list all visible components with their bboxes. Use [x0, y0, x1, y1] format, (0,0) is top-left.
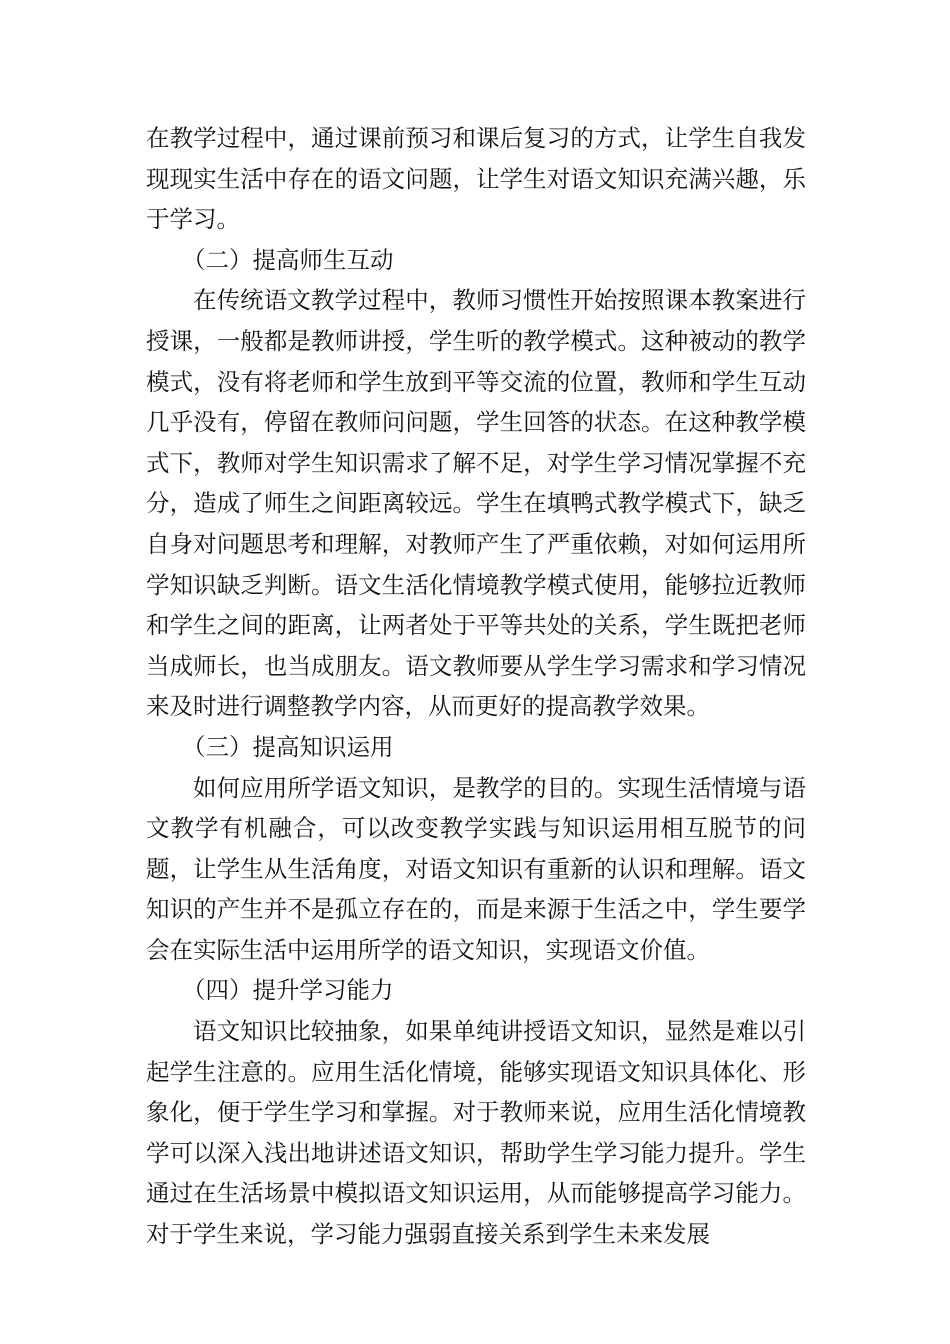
paragraph-continued: 在教学过程中，通过课前预习和课后复习的方式，让学生自我发现现实生活中存在的语文问题，让学生对语文知识充满兴趣，乐于学习。 [146, 124, 806, 234]
section-heading-knowledge-application: （三）提高知识运用 [182, 732, 394, 761]
document-body [146, 118, 806, 1255]
paragraph-interaction: 在传统语文教学过程中，教师习惯性开始按照课本教案进行授课，一般都是教师讲授，学生听的教学模式。这种被动的教学模式，没有将老师和学生放到平等交流的位置，教师和学生互动几乎没有，停留在教师问问题，学生回答的状态。在这种教学模式下，教师对学生知识需求了解不足，对学生学习情况掌握不充分，造成了师生之间距离较远。学生在填鸭式教学模式下，缺乏自身对问题思考和理解，对教师产生了严重依赖，对如何运用所学知识缺乏判断。语文生活化情境教学模式使用，能够拉近教师和学生之间的距离，让两者处于平等共处的关系，学生既把老师当成师长，也当成朋友。语文教师要从学生学习需求和学习情况来及时进行调整教学内容，从而更好的提高教学效果。 [146, 286, 806, 721]
paragraph-learning-ability: 语文知识比较抽象，如果单纯讲授语文知识，显然是难以引起学生注意的。应用生活化情境，能够实现语文知识具体化、形象化，便于学生学习和掌握。对于教师来说，应用生活化情境教学可以深入浅出地讲述语文知识，帮助学生学习能力提升。学生通过在生活场景中模拟语文知识运用，从而能够提高学习能力。对于学生来说，学习能力强弱直接关系到学生未来发展 [146, 1017, 806, 1249]
section-heading-teacher-student-interaction: （二）提高师生互动 [182, 245, 394, 274]
section-heading-learning-ability: （四）提升学习能力 [182, 976, 394, 1005]
paragraph-knowledge-application: 如何应用所学语文知识，是教学的目的。实现生活情境与语文教学有机融合，可以改变教学实践与知识运用相互脱节的问题，让学生从生活角度，对语文知识有重新的认识和理解。语文知识的产生并不是孤立存在的，而是来源于生活之中，学生要学会在实际生活中运用所学的语文知识，实现语文价值。 [146, 773, 806, 964]
